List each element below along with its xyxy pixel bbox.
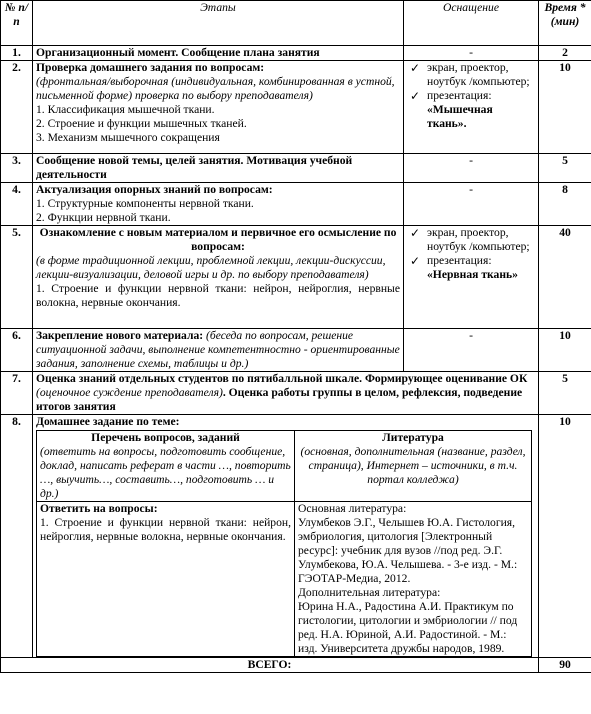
header-row bbox=[1, 1, 591, 46]
row-time: 5 bbox=[539, 154, 591, 183]
checkmark-icon: ✓ bbox=[410, 254, 421, 268]
table-row bbox=[1, 61, 591, 154]
row-note: (в форме традиционной лекции, проблемной лекции, лекции-дискуссии, лекции-визуализации, деловой игры и др. по выбору преподавателя) bbox=[36, 254, 386, 281]
row-title: Закрепление нового материала: bbox=[36, 329, 204, 342]
homework-answer-head: Ответить на вопросы: bbox=[40, 502, 158, 515]
row-title: Домашнее задание по теме: bbox=[36, 415, 180, 428]
list-item: 1. Структурные компоненты нервной ткани. bbox=[36, 197, 254, 210]
homework-tasks bbox=[37, 502, 295, 657]
row-num: 6. bbox=[1, 329, 33, 372]
header-stages: Этапы bbox=[33, 1, 404, 46]
row-num: 3. bbox=[1, 154, 33, 183]
literature-item: Юрина Н.А., Радостина А.И. Практикум по гистологии, цитологии и эмбриологии // под ред. Н.А. Юриной, А.И. Радостиной. - М.: изд. Университета дружбы народов, 1989. bbox=[298, 600, 518, 655]
row-num: 1. bbox=[1, 46, 33, 61]
row-equipment bbox=[404, 226, 539, 329]
homework-col-tasks-note: (ответить на вопросы, подготовить сообщение, доклад, написать реферат в части …, повторить …, выучить…, составить…, подготовить … и др.) bbox=[40, 445, 291, 500]
row-note: (оценочное суждение преподавателя) bbox=[36, 386, 223, 399]
homework-table bbox=[36, 430, 532, 657]
total-row bbox=[1, 658, 591, 673]
header-time: Время * (мин) bbox=[539, 1, 591, 46]
row-time: 10 bbox=[539, 415, 591, 658]
row-title: Оценка знаний отдельных студентов по пятибалльной шкале. Формирующее оценивание ОК bbox=[36, 372, 528, 385]
list-item: 3. Механизм мышечного сокращения bbox=[36, 131, 220, 144]
row-title: Актуализация опорных знаний по вопросам: bbox=[36, 183, 273, 196]
row-content bbox=[33, 372, 539, 415]
row-content bbox=[33, 415, 539, 658]
row-time: 8 bbox=[539, 183, 591, 226]
row-content bbox=[33, 183, 404, 226]
row-num: 5. bbox=[1, 226, 33, 329]
list-item: 2. Функции нервной ткани. bbox=[36, 211, 171, 224]
row-equipment: - bbox=[404, 183, 539, 226]
header-num: № п/п bbox=[1, 1, 33, 46]
table-row bbox=[1, 46, 591, 61]
row-num: 8. bbox=[1, 415, 33, 658]
homework-col-literature-head: Литература bbox=[382, 431, 444, 444]
row-title: Ознакомление с новым материалом и первичное его осмысление по вопросам: bbox=[39, 226, 397, 253]
list-item: 1. Строение и функции нервной ткани: нейрон, нейроглия, нервные волокна, нервные окончания. bbox=[36, 282, 400, 309]
table-row bbox=[1, 372, 591, 415]
homework-body-row bbox=[37, 502, 532, 657]
homework-literature bbox=[295, 502, 532, 657]
row-content bbox=[33, 329, 404, 372]
total-label: ВСЕГО: bbox=[1, 658, 539, 673]
row-note: (фронтальная/выборочная (индивидуальная, комбинированная в устной, письменной форме) проверка по выбору преподавателя) bbox=[36, 75, 395, 102]
row-content bbox=[33, 61, 404, 154]
literature-item: Улумбеков Э.Г., Челышев Ю.А. Гистология, эмбриология, цитология [Электронный ресурс]: учебник для вузов //под ред. Э.Г. Улумбекова, Ю.А. Челышева. - 3-е изд. - М.: ГЭОТАР-Медиа, 2012. bbox=[298, 516, 518, 585]
row-time: 40 bbox=[539, 226, 591, 329]
row-title: Проверка домашнего задания по вопросам: bbox=[36, 61, 265, 74]
equipment-item: ✓ презентация: «Мышечная ткань». bbox=[410, 89, 493, 130]
row-num: 2. bbox=[1, 61, 33, 154]
row-num: 4. bbox=[1, 183, 33, 226]
row-note: (беседа по вопросам, решение ситуационной задачи, выполнение компетентностно - ориентированные задания, заполнение схемы, таблицы и др.) bbox=[36, 329, 400, 370]
row-equipment: - bbox=[404, 329, 539, 372]
equipment-item: ✓ презентация: «Нервная ткань» bbox=[410, 254, 518, 281]
table-row bbox=[1, 329, 591, 372]
checkmark-icon: ✓ bbox=[410, 89, 421, 103]
homework-col-tasks bbox=[37, 431, 295, 502]
literature-item: Основная литература: bbox=[298, 502, 407, 515]
list-item: 1. Классификация мышечной ткани. bbox=[36, 103, 215, 116]
header-equipment: Оснащение bbox=[404, 1, 539, 46]
table-row bbox=[1, 226, 591, 329]
row-time: 10 bbox=[539, 61, 591, 154]
homework-col-tasks-head: Перечень вопросов, заданий bbox=[91, 431, 240, 444]
equipment-item: ✓ экран, проектор, ноутбук /компьютер; bbox=[410, 61, 530, 88]
homework-answer-item: 1. Строение и функции нервной ткани: нейрон, нейроглия, нервные волокна, нервные окончания. bbox=[40, 516, 291, 543]
row-equipment: - bbox=[404, 154, 539, 183]
row-equipment: - bbox=[404, 46, 539, 61]
total-value: 90 bbox=[539, 658, 591, 673]
row-content bbox=[33, 226, 404, 329]
list-item: 2. Строение и функции мышечных тканей. bbox=[36, 117, 247, 130]
table-row bbox=[1, 154, 591, 183]
row-title: Сообщение новой темы, целей занятия. Мотивация учебной деятельности bbox=[33, 154, 404, 183]
row-time: 10 bbox=[539, 329, 591, 372]
checkmark-icon: ✓ bbox=[410, 61, 421, 75]
equipment-item: ✓ экран, проектор, ноутбук /компьютер; bbox=[410, 226, 530, 253]
table-row bbox=[1, 183, 591, 226]
row-equipment bbox=[404, 61, 539, 154]
literature-item: Дополнительная литература: bbox=[298, 586, 441, 599]
homework-col-literature bbox=[295, 431, 532, 502]
homework-header-row bbox=[37, 431, 532, 502]
row-title: Организационный момент. Сообщение плана занятия bbox=[33, 46, 404, 61]
row-time: 5 bbox=[539, 372, 591, 415]
checkmark-icon: ✓ bbox=[410, 226, 421, 240]
homework-col-literature-note: (основная, дополнительная (название, раздел, страница), Интернет – источники, в т.ч. портал колледжа) bbox=[300, 445, 526, 486]
table-row bbox=[1, 415, 591, 658]
row-title-cont: . Оценка работы группы в целом, рефлексия, подведение итогов занятия bbox=[36, 386, 523, 413]
row-num: 7. bbox=[1, 372, 33, 415]
row-time: 2 bbox=[539, 46, 591, 61]
